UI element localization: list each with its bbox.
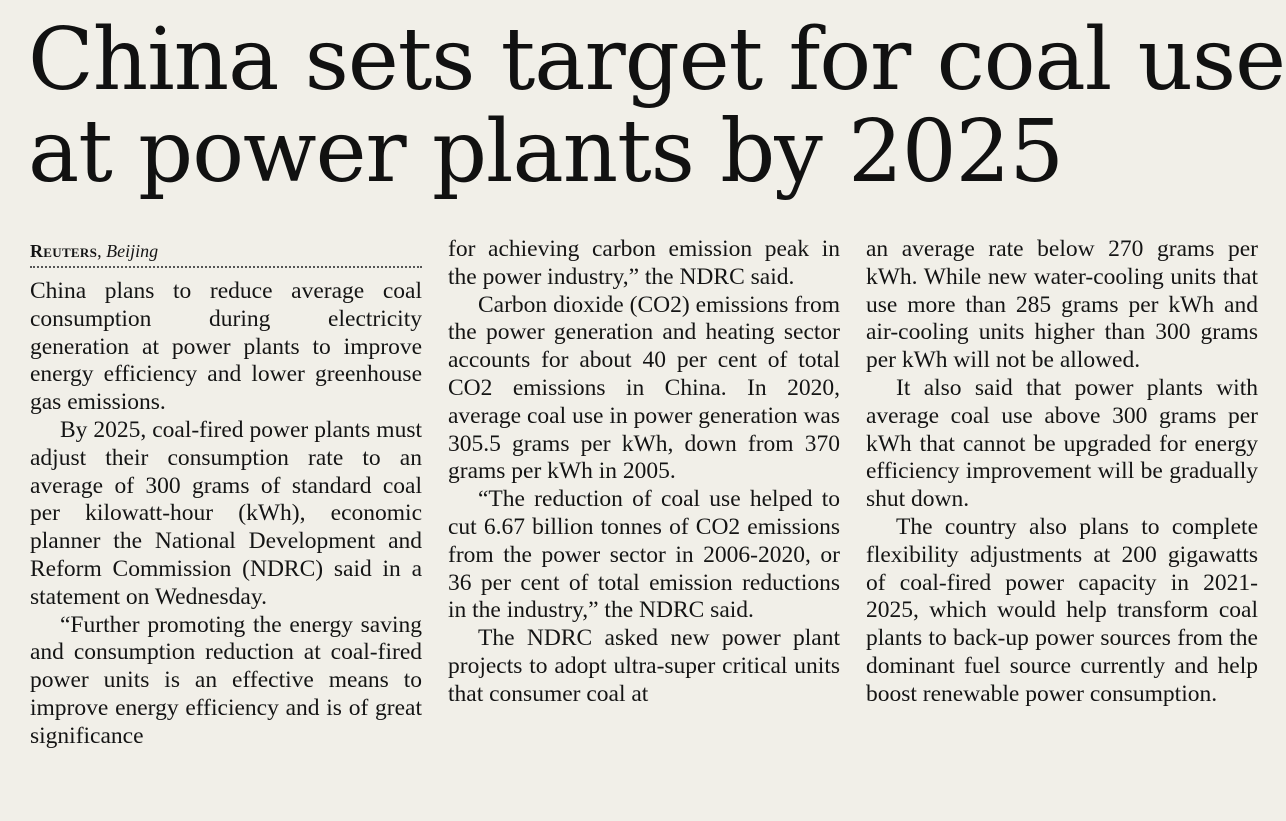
paragraph: “The reduction of coal use helped to cut 6.67 billion tonnes of CO2 emissions from the power sector in 2006-2020, or 36 per cent of total emission reductions in the industry,” the NDRC said. xyxy=(448,486,840,624)
paragraph: The NDRC asked new power plant projects to adopt ultra-super critical units that consumer coal at xyxy=(448,625,840,707)
byline: Reuters, Beijing xyxy=(30,236,422,268)
paragraph: By 2025, coal-fired power plants must adjust their consumption rate to an average of 300 grams of standard coal per kilowatt-hour (kWh), economic planner the National Development and Reform Commission (NDRC) said in a statement on Wednesday. xyxy=(30,416,422,610)
byline-location: Beijing xyxy=(106,241,159,261)
headline xyxy=(28,10,1286,202)
paragraph: The country also plans to complete flexibility adjustments at 200 gigawatts of coal-fired power capacity in 2021-2025, which would help transform coal plants to back-up power sources from the dominant fuel source currently and help boost renewable power consumption. xyxy=(866,513,1258,707)
headline-line-2: at power plants by 2025 xyxy=(28,102,1064,202)
paragraph: China plans to reduce average coal consumption during electricity generation at power plants to improve energy efficiency and lower greenhouse gas emissions. xyxy=(30,278,422,416)
paragraph: Carbon dioxide (CO2) emissions from the power generation and heating sector accounts for about 40 per cent of total CO2 emissions in China. In 2020, average coal use in power generation was 305.5 grams per kWh, down from 370 grams per kWh in 2005. xyxy=(448,291,840,485)
headline-line-1: China sets target for coal use xyxy=(28,10,1286,110)
paragraph: for achieving carbon emission peak in the power industry,” the NDRC said. xyxy=(448,236,840,290)
paragraph: It also said that power plants with average coal use above 300 grams per kWh that cannot be upgraded for energy efficiency improvement will be gradually shut down. xyxy=(866,374,1258,513)
column-2 xyxy=(448,236,840,709)
byline-agency: Reuters xyxy=(30,241,98,261)
paragraph: “Further promoting the energy saving and consumption reduction at coal-fired power units is an effective means to improve energy efficiency and is of great significance xyxy=(30,611,422,749)
column-3 xyxy=(866,236,1258,709)
column-1 xyxy=(30,236,422,751)
paragraph: an average rate below 270 grams per kWh. While new water-cooling units that use more than 285 grams per kWh and air-cooling units higher than 300 grams per kWh will not be allowed. xyxy=(866,236,1258,374)
